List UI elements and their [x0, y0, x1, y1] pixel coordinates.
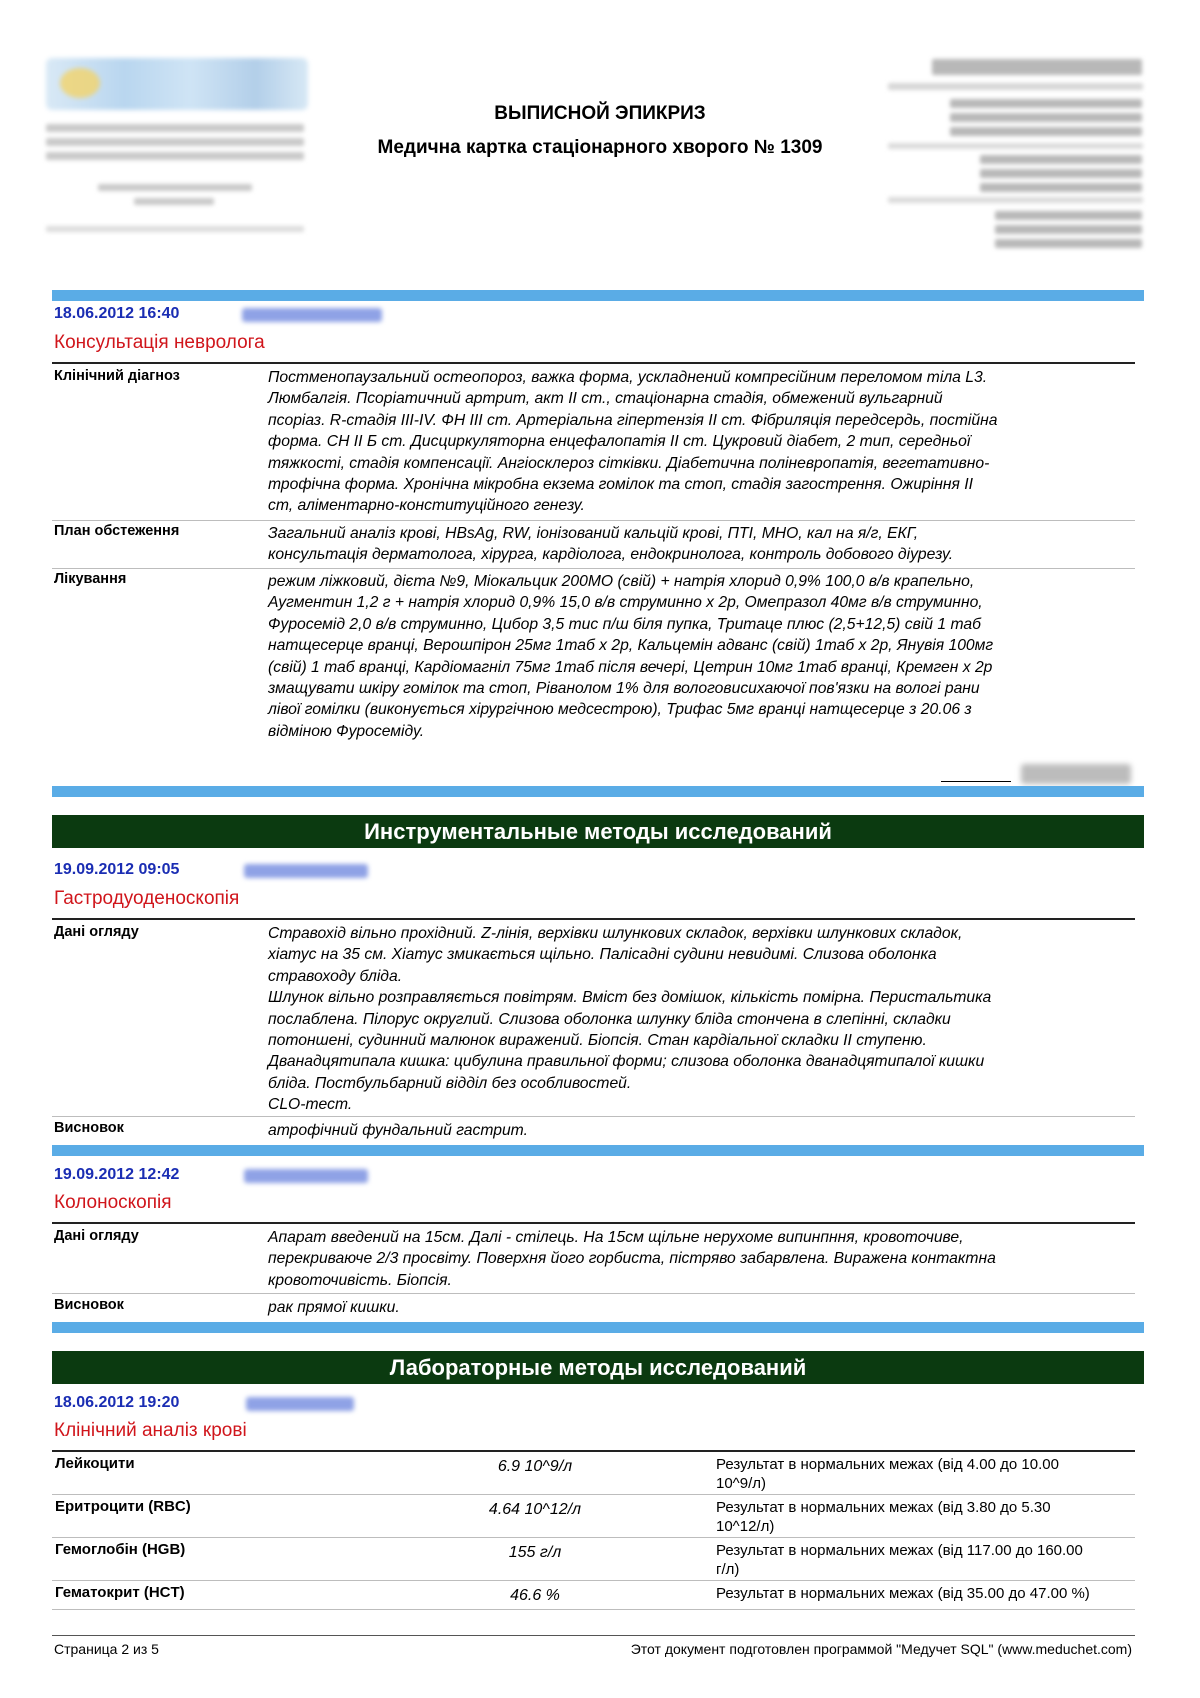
lab-test-result: Результат в нормальних межах (від 4.00 до 10.00 10^9/л): [716, 1456, 1059, 1492]
entry-author: [244, 864, 368, 878]
row-divider: [52, 1293, 1135, 1294]
lab-test-name: Лейкоцити: [55, 1455, 135, 1472]
entry-title: Консультація невролога: [54, 332, 265, 353]
entry-title-rule: [52, 362, 1135, 364]
row-label-diagnosis: Клінічний діагноз: [54, 368, 180, 384]
lab-test-name: Гематокрит (HCT): [55, 1584, 185, 1601]
entry-author: [242, 308, 382, 322]
document-subtitle: Медична картка стаціонарного хворого № 1309: [377, 137, 823, 158]
row-text-exam-plan: Загальний аналіз крові, HBsAg, RW, іонізований кальцій крові, ПТІ, МНО, кал на я/г, ЕКГ, консультація дерматолога, хірурга, кардіолога, ендокринолога, контроль добового діурезу.: [268, 525, 954, 564]
row-divider: [52, 1494, 1135, 1495]
entry-author: [244, 1169, 368, 1183]
signature-line: [941, 781, 1011, 782]
entry-date: 19.09.2012 12:42: [54, 1166, 180, 1183]
entry-separator-bar: [52, 1145, 1144, 1156]
row-label-treatment: Лікування: [54, 571, 127, 587]
row-divider: [52, 1116, 1135, 1117]
row-divider: [52, 1580, 1135, 1581]
section-header-instrumental: Инструментальные методы исследований: [52, 815, 1144, 848]
entry-title-rule: [52, 1222, 1135, 1224]
entry-separator-bar: [52, 786, 1144, 797]
entry-title-rule: [52, 1450, 1135, 1452]
lab-test-result: Результат в нормальних межах (від 35.00 до 47.00 %): [716, 1585, 1090, 1602]
lab-test-value: 46.6 %: [510, 1587, 560, 1604]
row-divider: [52, 1537, 1135, 1538]
lab-test-value: 4.64 10^12/л: [488, 1501, 582, 1518]
entry-separator-bar: [52, 290, 1144, 301]
row-text-conclusion: рак прямої кишки.: [268, 1299, 400, 1316]
lab-test-name: Еритроцити (RBC): [55, 1498, 191, 1515]
entry-author: [246, 1397, 354, 1411]
row-divider: [52, 568, 1135, 569]
lab-test-value: 155 г/л: [508, 1544, 562, 1561]
entry-date: 18.06.2012 19:20: [54, 1394, 180, 1411]
entry-title: Клінічний аналіз крові: [54, 1420, 247, 1441]
signature-name: [1021, 764, 1131, 784]
row-label-conclusion: Висновок: [54, 1297, 124, 1313]
row-divider: [52, 520, 1135, 521]
entry-title: Колоноскопія: [54, 1192, 172, 1213]
entry-separator-bar: [52, 1322, 1144, 1333]
row-text-diagnosis: Постменопаузальний остеопороз, важка форма, ускладнений компресійним переломом тіла L3. Люмбалгія. Псоріатичний артрит, акт ІІ ст., стаціонарна стадія, обмежений вульгарний псоріаз. R-стадія ІІІ-ІV. ФН ІІІ ст. Артеріальна гіпертензія ІІ ст. Фібриляція передсердь, постійна форма. СН ІІ Б ст. Дисциркуляторна енцефалопатія ІІ ст. Цукровий діабет, 2 тип, середньої тяжкості, стадія компенсації. Ангіосклероз сітківки. Діабетична поліневропатія, вегетативно- трофічна форма. Хронічна мікробна екзема гомілок та стоп, стадія загострення. Ожиріння ІІ ст, аліментарно-конституційного генезу.: [268, 369, 998, 515]
clinic-contact-info: [880, 55, 1145, 250]
row-text-observation: Стравохід вільно прохідний. Z-лінія, верхівки шлункових складок, верхівки шлункових складок, хіатус на 35 см. Хіатус змикається щільно. Палісадні судини невидимі. Слизова оболонка стравоходу бліда. Шлунок вільно розправляється повітрям. Вміст без домішок, кількість помірна. Перистальтика послаблена. Пілорус округлий. Слизова оболонка шлунку бліда стончена в слепінні, складки потоншені, судинний малюнок виражений. Біопсія. Стан кардіальної складки ІІ ступеню. Дванадцятипала кишка: цибулина правильної форми; слизова оболонка дванадцятипалої кишки бліда. Постбульбарний відділ без особливостей. CLO-тест.: [268, 925, 992, 1114]
row-divider: [52, 1609, 1135, 1610]
page-number: Страница 2 из 5: [54, 1641, 159, 1657]
row-text-treatment: режим ліжковий, дієта №9, Міокальцик 200МО (свій) + натрія хлорид 0,9% 100,0 в/в крапельно, Аугментин 1,2 г + натрія хлорид 0,9% 15,0 в/в струминно х 2р, Омепразол 40мг в/в струминно, Фуросемід 2,0 в/в струминно, Цибор 3,5 тис п/ш біля пупка, Тритаце плюс (2,5+12,5) свій 1 таб натщесерце вранці, Верошпірон 25мг 1таб х 2р, Кальцемін адванс (свій) 1таб х 2р, Янувія 100мг (свій) 1 таб вранці, Кардіомагніл 75мг 1таб після вечері, Цетрин 10мг 1таб вранці, Кремген х 2р змащувати шкіру гомілок та стоп, Ріванолом 1% для вологовисихаючої пов'язки на вологі рани лівої гомілки (виконується хірургічною медсестрою), Трифас 5мг вранці натщесерце з 20.06 з відміною Фуросеміду.: [268, 573, 994, 740]
lab-test-result: Результат в нормальних межах (від 3.80 до 5.30 10^12/л): [716, 1499, 1051, 1535]
row-label-observation: Дані огляду: [54, 924, 139, 940]
generator-note: Этот документ подготовлен программой "Медучет SQL" (www.meduchet.com): [630, 1641, 1132, 1657]
lab-test-value: 6.9 10^9/л: [497, 1458, 573, 1475]
lab-test-name: Гемоглобін (HGB): [55, 1541, 186, 1558]
row-label-observation: Дані огляду: [54, 1228, 139, 1244]
entry-title-rule: [52, 918, 1135, 920]
footer-rule: [52, 1635, 1135, 1636]
lab-test-result: Результат в нормальних межах (від 117.00 до 160.00 г/л): [716, 1542, 1083, 1578]
row-label-conclusion: Висновок: [54, 1120, 124, 1136]
entry-date: 18.06.2012 16:40: [54, 305, 180, 322]
entry-title: Гастродуоденоскопія: [54, 888, 240, 909]
document-title: ВЫПИСНОЙ ЭПИКРИЗ: [494, 103, 706, 124]
section-header-laboratory: Лабораторные методы исследований: [52, 1351, 1144, 1384]
entry-date: 19.09.2012 09:05: [54, 861, 180, 878]
row-label-exam-plan: План обстеження: [54, 523, 180, 539]
row-text-conclusion: атрофічний фундальний гастрит.: [268, 1122, 528, 1139]
row-text-observation: Апарат введений на 15см. Далі - стілець. На 15см щільне нерухоме випинпння, кровоточиве, перекриваюче 2/3 просвіту. Поверхня його горбиста, пістряво забарвлена. Виражена контактна кровоточивість. Біопсія.: [268, 1229, 996, 1289]
